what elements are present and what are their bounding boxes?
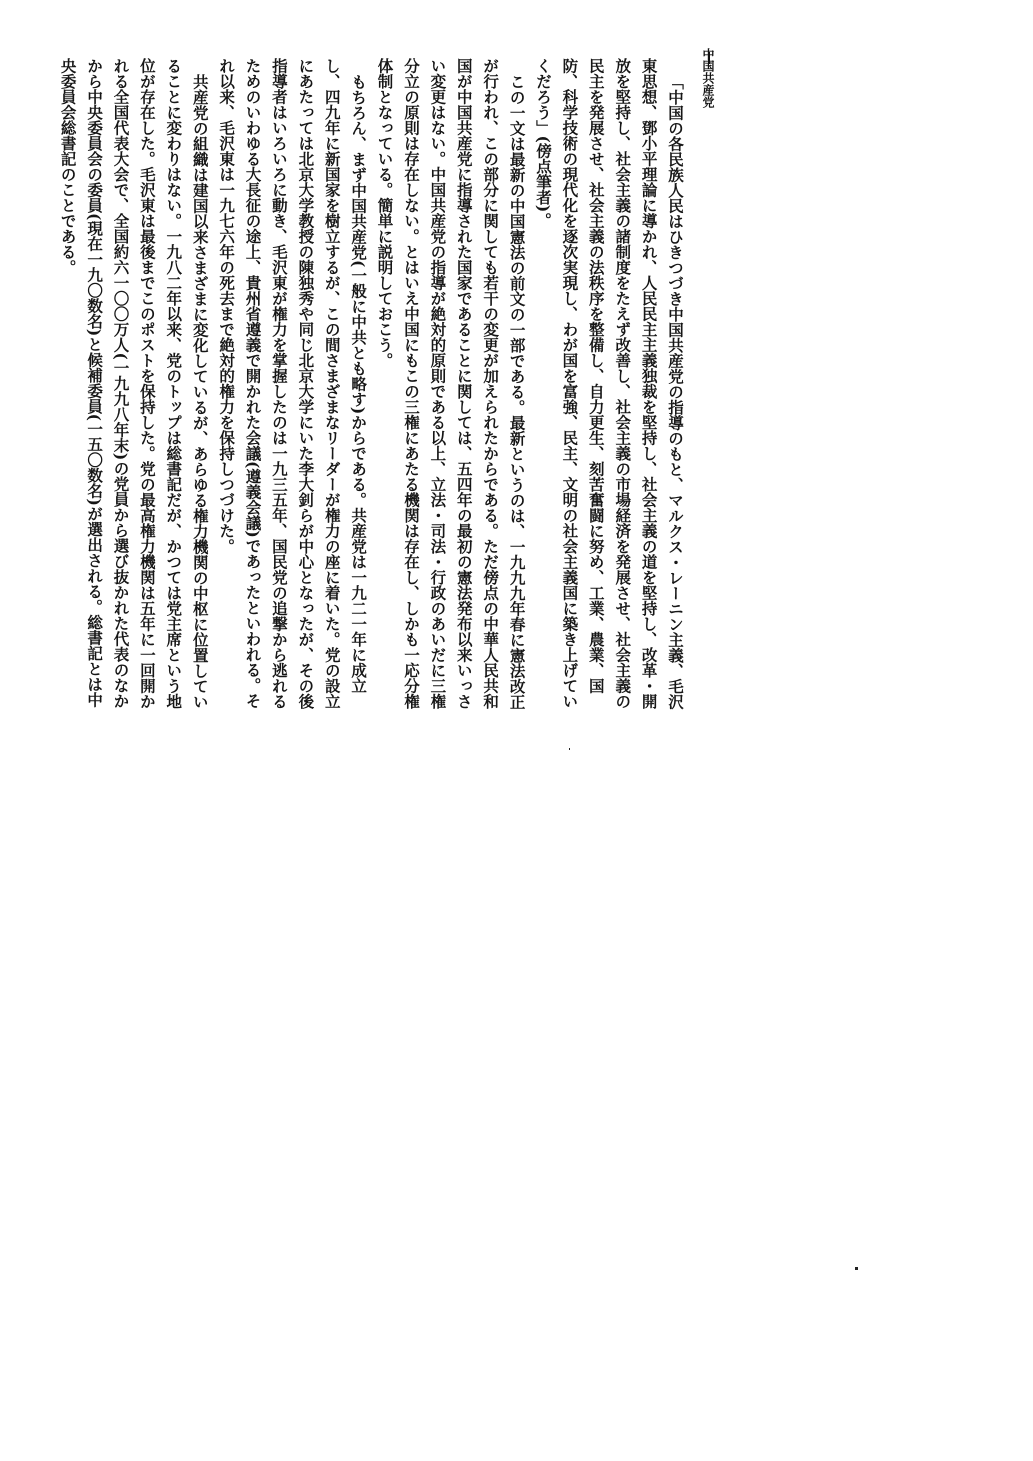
scan-speck [569, 748, 570, 750]
paragraph: 共産党の組織は建国以来さまざまに変化しているが、あらゆる権力機関の中枢に位置していることに変わりはない。一九八二年以来、党のトップは総書記だが、かつては党主席という地位が存在した。毛沢東は最後までこのポストを保持した。党の最高権力機関は五年に一回開かれる全国代表大会で、全国約六一〇〇万人(一九九八年末)の党員から選び抜かれた代表のなかから中央委員会の委員(現在一九〇数名)と候補委員(一五〇数名)が選出される。総書記とは中央委員会総書記のことである。 [58, 58, 210, 709]
running-head: 中国共産党 [701, 48, 715, 108]
paragraph: 「中国の各民族人民はひきつづき中国共産党の指導のもと、マルクス・レーニン主義、毛沢東思想、鄧小平理論に導かれ、人民民主主義独裁を堅持し、社会主義の道を堅持し、改革・開放を堅持し、社会主義の諸制度をたえず改善し、社会主義の市場経済を発展させ、社会主義の民主を発展させ、社会主義の法秩序を整備し、自力更生、刻苦奮闘に努め、工業、農業、国防、科学技術の現代化を逐次実現し、わが国を富強、民主、文明の社会主義国に築き上げていくだろう」(傍点筆者)。 [533, 58, 685, 709]
scan-speck [855, 1267, 858, 1270]
body-text [28, 58, 688, 718]
paragraph: もちろん、まず中国共産党(一般に中共とも略す)からである。共産党は一九二一年に成立し、四九年に新国家を樹立するが、この間さまざまなリーダーが権力の座に着いた。党の設立にあたっては北京大学教授の陳独秀や同じ北京大学にいた李大釗らが中心となったが、その後指導者はいろいろに動き、毛沢東が権力を掌握したのは一九三五年、国民党の追撃から逃れるためのいわゆる大長征の途上、貴州省遵義で開かれた会議(遵義会議)であったといわれる。それ以来、毛沢東は一九七六年の死去まで絶対的権力を保持しつづけた。 [217, 58, 369, 709]
paragraph: この一文は最新の中国憲法の前文の一部である。最新というのは、一九九九年春に憲法改正が行われ、この部分に関しても若干の変更が加えられたからである。ただ傍点の中華人民共和国が中国共産党に指導された国家であることに関しては、五四年の最初の憲法発布以来いっさい変更はない。中国共産党の指導が絶対的原則である以上、立法・司法・行政のあいだに三権分立の原則は存在しない。とはいえ中国にもこの三権にあたる機関は存在し、しかも一応分権体制となっている。簡単に説明しておこう。 [375, 58, 527, 709]
